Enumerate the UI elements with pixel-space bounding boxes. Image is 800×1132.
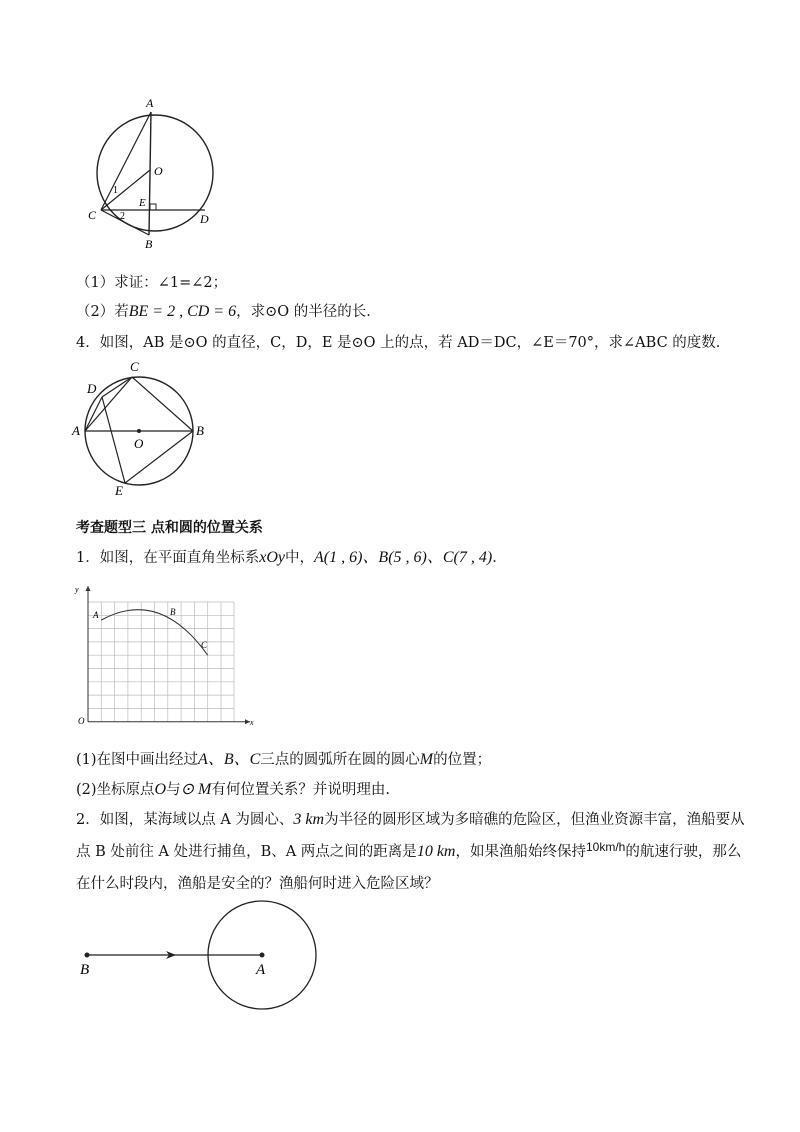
s3-question-2-line2 (76, 842, 741, 862)
point-a (260, 953, 265, 958)
s3q1p2-o: O (154, 781, 167, 798)
figure-coordinate-grid (70, 578, 265, 728)
diameter-ab (149, 112, 151, 235)
chord-cb (101, 210, 149, 235)
s3q1-part1 (76, 750, 491, 770)
s3-question-2-line1 (76, 810, 745, 830)
label-c: C (201, 640, 208, 650)
s3q2-l1-b: 3 km (293, 811, 325, 828)
q3-part2-prefix: （2）若 (76, 304, 129, 320)
s3q1p1-prefix: (1)在图中画出经过 (76, 752, 199, 768)
figure-circle-quadrilateral (70, 355, 220, 500)
s3q1-system: xOy (259, 549, 285, 566)
s3q1-part2 (76, 780, 390, 800)
figure-danger-zone (75, 900, 335, 1010)
s3q1-end: ． (492, 550, 507, 566)
label-d: D (87, 381, 97, 396)
s3q2-l1-c: 为半径的圆形区域为多暗礁的危险区，但渔业资源丰富，渔船要从 (324, 812, 745, 828)
right-angle-mark (150, 204, 156, 210)
chord-cb (132, 377, 193, 431)
question-4: 4．如图，AB 是⊙O 的直径，C，D，E 是⊙O 上的点，若 AD＝DC，∠E＝70°，求∠ABC 的度数． (76, 335, 731, 351)
s3q2-l2-c: ，如果渔船始终保持 (455, 844, 586, 860)
s3q1p1-suffix: 的位置； (433, 752, 492, 768)
section-3-title: 考查题型三 点和圆的位置关系 (76, 520, 263, 536)
s3-question-2-line3: 在什么时段内，渔船是安全的？渔船何时进入危险区域？ (76, 876, 439, 892)
figure-circle-chord (80, 95, 230, 255)
q3-part1: （1）求证：∠1=∠2； (76, 275, 228, 291)
label-b: B (80, 962, 90, 978)
center-dot (137, 429, 141, 433)
label-a: A (72, 423, 80, 438)
s3q2-l2-a: 点 B 处前往 A 处进行捕鱼，B、A 两点之间的距离是 (76, 844, 417, 860)
label-b: B (196, 423, 204, 438)
label-c: C (88, 208, 97, 222)
s3q1p2-prefix: (2)坐标原点 (76, 782, 155, 798)
s3q2-l2-b: 10 km (416, 843, 456, 860)
q3-part2-suffix: ，求⊙O 的半径的长． (236, 304, 381, 320)
s3q1p2-suffix: 有何位置关系？并说明理由. (211, 782, 390, 798)
label-o: O (78, 716, 85, 726)
label-b: B (145, 237, 153, 251)
label-x: x (250, 718, 254, 727)
label-angle-1: 1 (113, 185, 118, 196)
s3q1-prefix: 1．如图，在平面直角坐标系 (76, 550, 260, 566)
label-y: y (75, 585, 79, 594)
label-o: O (134, 436, 144, 451)
s3-question-1 (76, 548, 507, 568)
label-e: E (115, 483, 123, 498)
label-a: A (93, 610, 99, 620)
s3q1p1-m: M (419, 751, 434, 768)
q3-part2 (76, 302, 381, 322)
point-b (85, 953, 90, 958)
s3q2-l1-a: 2．如图，某海域以点 A 为圆心、 (76, 812, 294, 828)
label-angle-2: 2 (120, 211, 125, 222)
s3q1p1-mid: 三点的圆弧所在圆的圆心 (260, 752, 420, 768)
s3q1p2-circ: ⊙ M (180, 781, 212, 798)
chord-de (102, 397, 125, 483)
s3q1-points: A(1 , 6)、B(5 , 6)、C(7 , 4) (314, 549, 493, 566)
label-c: C (130, 359, 139, 374)
label-a: A (256, 962, 266, 978)
s3q1p1-abc: A、B、C (198, 751, 261, 768)
s3q1-mid: 中， (285, 550, 314, 566)
label-b: B (170, 607, 176, 617)
s3q2-l2-e: 的航速行驶，那么 (625, 844, 742, 860)
grid-lines (88, 602, 234, 722)
label-a: A (146, 96, 154, 110)
s3q1p2-mid: 与 (166, 782, 181, 798)
label-e: E (139, 197, 146, 209)
y-axis-arrow (86, 586, 91, 591)
q3-part2-expr: BE = 2 , CD = 6 (128, 303, 237, 320)
label-d: D (200, 212, 209, 226)
s3q2-l2-d: 10km/h (585, 840, 626, 854)
label-o: O (154, 164, 163, 178)
chord-ca (101, 112, 151, 210)
